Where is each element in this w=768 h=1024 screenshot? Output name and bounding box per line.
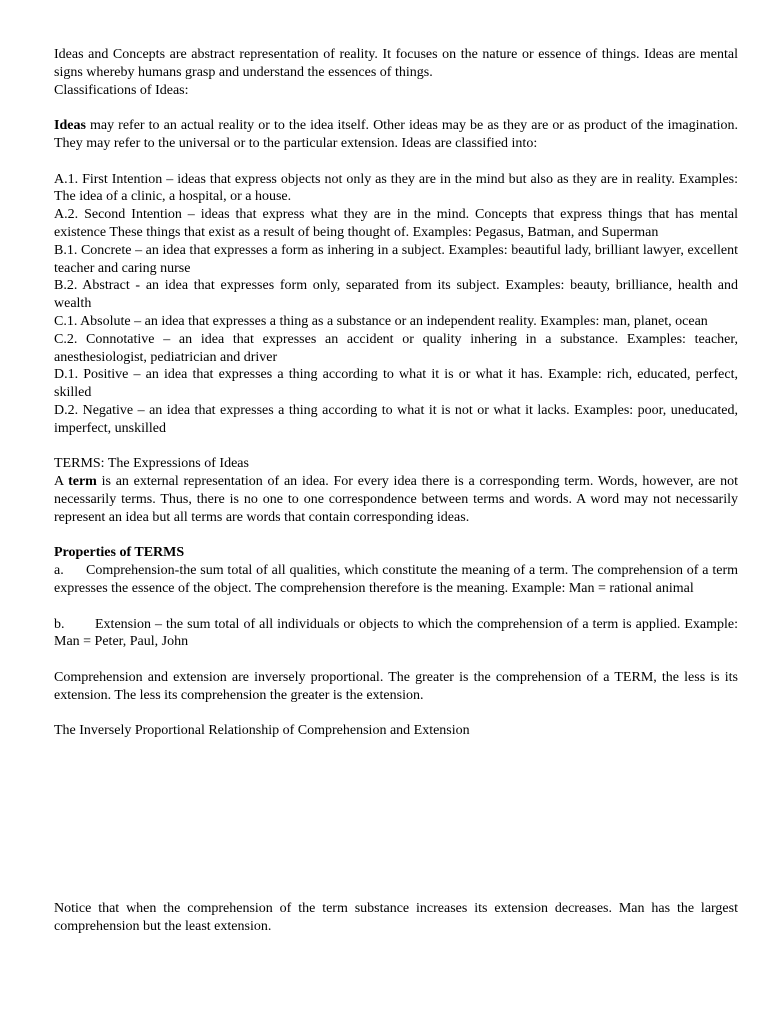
class-item: C.2. Connotative – an idea that expresses an accident or quality inhering in a substance. Examples: teacher, anesthesiologist, pediatrician and driver [54,331,738,365]
class-item: A.1. First Intention – ideas that express objects not only as they are in the mind but also as they are in reality. Examples: The idea of a clinic, a hospital, or a house. [54,171,738,205]
class-item: A.2. Second Intention – ideas that express what they are in the mind. Concepts that express things that has mental existence These things that exist as a result of being thought of. Examples: Pegasus, Batman, and Superman [54,207,738,240]
terms-paragraph: A term is an external representation of an idea. For every idea there is a corresponding term. Words, however, are not necessarily terms. Thus, there is no one to one correspondence between terms and words. A word may not necessarily represent an idea but all terms are words that contain corresponding ideas. [54,474,738,525]
class-item: B.1. Concrete – an idea that expresses a form as inhering in a subject. Examples: beautiful lady, brilliant lawyer, excellent teacher and caring nurse [54,242,738,276]
ideas-bold: Ideas [54,118,86,134]
properties-heading: Properties of TERMS [54,545,185,561]
notice-paragraph: Notice that when the comprehension of the term substance increases its extension decreases. Man has the largest comprehension but the least extension. [54,901,738,934]
property-b: b. Extension – the sum total of all individuals or objects to which the comprehension of a term is applied. Example: Man = Peter, Paul, John [54,616,738,650]
property-a: a. Comprehension-the sum total of all qualities, which constitute the meaning of a term. The comprehension of a term expresses the essence of the object. The comprehension therefore is the meaning. Example: Man = rational animal [54,563,738,596]
class-item: D.1. Positive – an idea that expresses a thing according to what it is or what it has. Example: rich, educated, perfect, skilled [54,367,738,401]
class-item: B.2. Abstract - an idea that expresses form only, separated from its subject. Examples: beauty, brilliance, health and wealth [54,278,738,312]
classifications-heading: Classifications of Ideas: [54,82,189,98]
inverse-paragraph: Comprehension and extension are inversely proportional. The greater is the comprehension of a TERM, the less is its extension. The less its comprehension the greater is the extension. [54,669,738,703]
class-item: D.2. Negative – an idea that expresses a thing according to what it is not or what it lacks. Examples: poor, uneducated, imperfect, unskilled [54,402,738,436]
term-bold: term [68,474,97,490]
ideas-paragraph: Ideas may refer to an actual reality or to the idea itself. Other ideas may be as they are or as product of the imagination. They may refer to the universal or to the particular extension. Ideas are classified into: [54,118,738,151]
terms-heading: TERMS: The Expressions of Ideas [54,456,249,472]
intro-paragraph: Ideas and Concepts are abstract representation of reality. It focuses on the nature or essence of things. Ideas are mental signs whereby humans grasp and understand the essences of things. [54,47,738,80]
class-item: C.1. Absolute – an idea that expresses a thing as a substance or an independent reality. Examples: man, planet, ocean [54,313,708,329]
inverse-title: The Inversely Proportional Relationship of Comprehension and Extension [54,723,470,739]
